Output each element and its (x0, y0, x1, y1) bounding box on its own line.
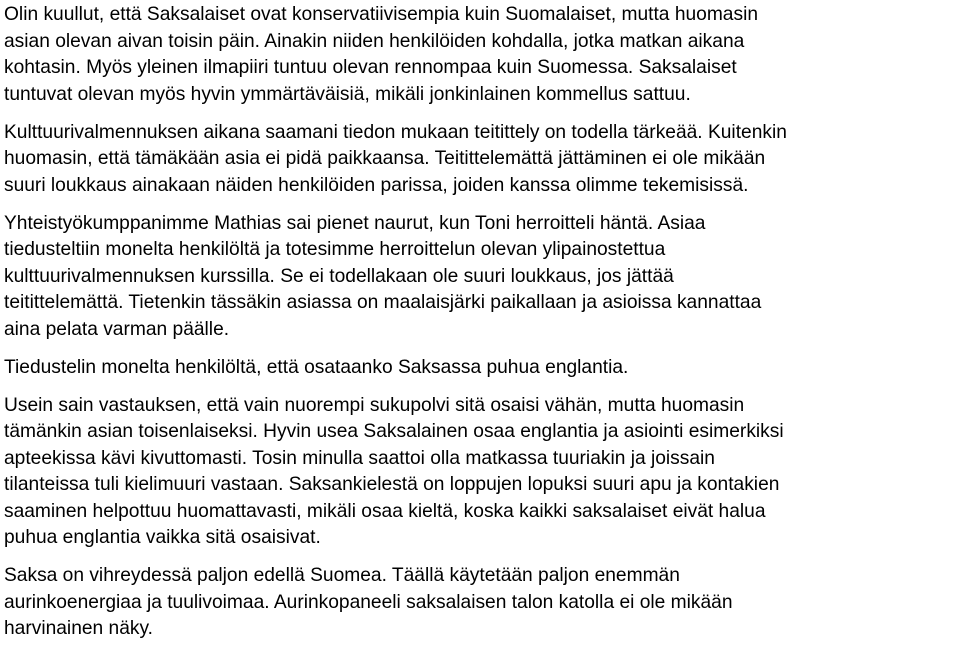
paragraph-6: Saksa on vihreydessä paljon edellä Suomea. Täällä käytetään paljon enemmän aurinkoenergiaa ja tuulivoimaa. Aurinkopaneeli saksalaisen talon katolla ei ole mikään harvinainen näky. (4, 565, 733, 639)
paragraph-5: Usein sain vastauksen, että vain nuorempi sukupolvi sitä osaisi vähän, mutta huomasin tämänkin asian toisenlaiseksi. Hyvin usea Saksalainen osaa englantia ja asiointi esimerkiksi apteekissa kävi kivuttomasti. Tosin minulla saattoi olla matkassa tuuriakin ja joissain tilanteissa tuli kielimuuri vastaan. Saksankielestä on loppujen lopuksi suuri apu ja kontakien saaminen helpottuu huomattavasti, mikäli osaa kieltä, koska kaikki saksalaiset eivät halua puhua englantia vaikka sitä osaisivat. (4, 394, 784, 548)
paragraph-1: Olin kuullut, että Saksalaiset ovat konservatiivisempia kuin Suomalaiset, mutta huomasin asian olevan aivan toisin päin. Ainakin niiden henkilöiden kohdalla, jotka matkan aikana kohtasin. Myös yleinen ilmapiiri tuntuu olevan rennompaa kuin Suomessa. Saksalaiset tuntuvat olevan myös hyvin ymmärtäväisiä, mikäli jonkinlainen kommellus sattuu. (4, 4, 759, 105)
paragraph-3: Yhteistyökumppanimme Mathias sai pienet naurut, kun Toni herroitteli häntä. Asiaa tiedusteltiin monelta henkilöltä ja totesimme herroittelun olevan ylipainostettua kulttuurivalmennuksen kurssilla. Se ei todellakaan ole suuri loukkaus, jos jättää teitittelemättä. Tietenkin tässäkin asiassa on maalaisjärki paikallaan ja asioissa kannattaa aina pelata varman päälle. (4, 212, 762, 340)
paragraph-2: Kulttuurivalmennuksen aikana saamani tiedon mukaan teitittely on todella tärkeää. Kuitenkin huomasin, että tämäkään asia ei pidä paikkaansa. Teitittelemättä jättäminen ei ole mikään suuri loukkaus ainakaan näiden henkilöiden parissa, joiden kanssa olimme tekemisissä. (4, 121, 787, 196)
paragraph-4: Tiedustelin monelta henkilöltä, että osataanko Saksassa puhua englantia. (4, 356, 629, 378)
